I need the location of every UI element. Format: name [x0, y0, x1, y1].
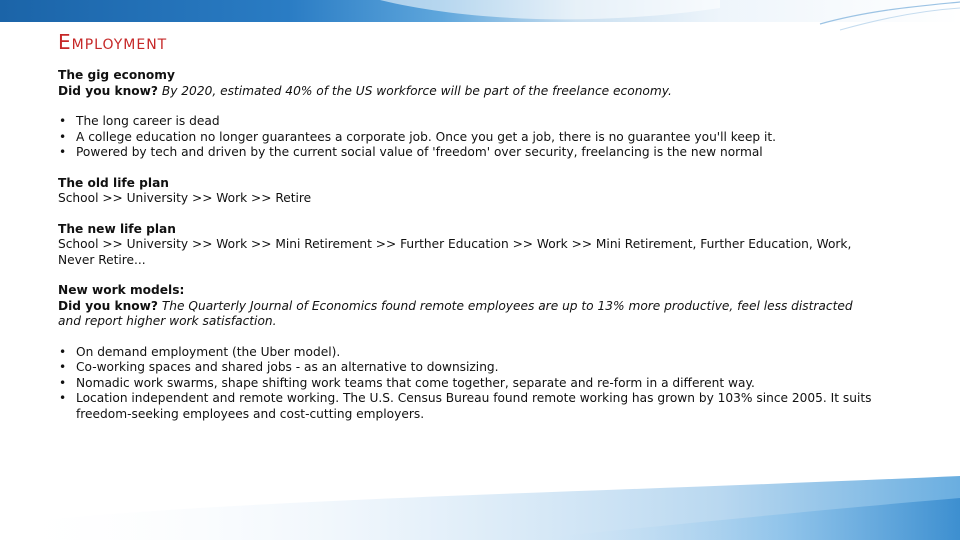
bottom-swoosh-decoration: [0, 468, 960, 540]
bullet-list: [58, 345, 878, 423]
did-you-know-label: Did you know?: [58, 83, 158, 98]
section-heading: The gig economy: [58, 68, 175, 82]
slide-title: Employment: [58, 30, 168, 54]
section-heading: The new life plan: [58, 221, 176, 236]
list-item: • On demand employment (the Uber model).: [58, 345, 878, 361]
did-you-know-text: The Quarterly Journal of Economics found remote employees are up to 13% more productive, feel less distracted and report higher work satisfaction.: [58, 298, 853, 328]
section-heading: New work models:: [58, 283, 185, 297]
list-item: • The long career is dead: [58, 114, 878, 130]
list-item: • Nomadic work swarms, shape shifting work teams that come together, separate and re-form in a different way.: [58, 376, 878, 392]
section-heading: The old life plan: [58, 175, 169, 190]
slide-content: [58, 68, 878, 437]
did-you-know-text: By 2020, estimated 40% of the US workforce will be part of the freelance economy.: [161, 83, 672, 98]
section-new-life-plan: [58, 222, 878, 269]
did-you-know-label: Did you know?: [58, 298, 158, 313]
life-plan-text: School >> University >> Work >> Mini Retirement >> Further Education >> Work >> Mini Retirement, Further Education, Work, Never Retire...: [58, 237, 852, 267]
section-new-work-models: [58, 283, 878, 422]
section-gig-economy: [58, 68, 878, 161]
list-item: • Co-working spaces and shared jobs - as an alternative to downsizing.: [58, 360, 878, 376]
bullet-list: [58, 114, 878, 161]
section-old-life-plan: [58, 176, 878, 207]
did-you-know-line: [58, 299, 878, 330]
list-item: • Powered by tech and driven by the current social value of 'freedom' over security, freelancing is the new normal: [58, 145, 878, 161]
list-item: • A college education no longer guarantees a corporate job. Once you get a job, there is no guarantee you'll keep it.: [58, 130, 878, 146]
life-plan-text: School >> University >> Work >> Retire: [58, 191, 312, 205]
did-you-know-line: [58, 84, 878, 100]
list-item: • Location independent and remote working. The U.S. Census Bureau found remote working has grown by 103% since 2005. It suits freedom-seeking employees and cost-cutting employers.: [58, 391, 878, 422]
